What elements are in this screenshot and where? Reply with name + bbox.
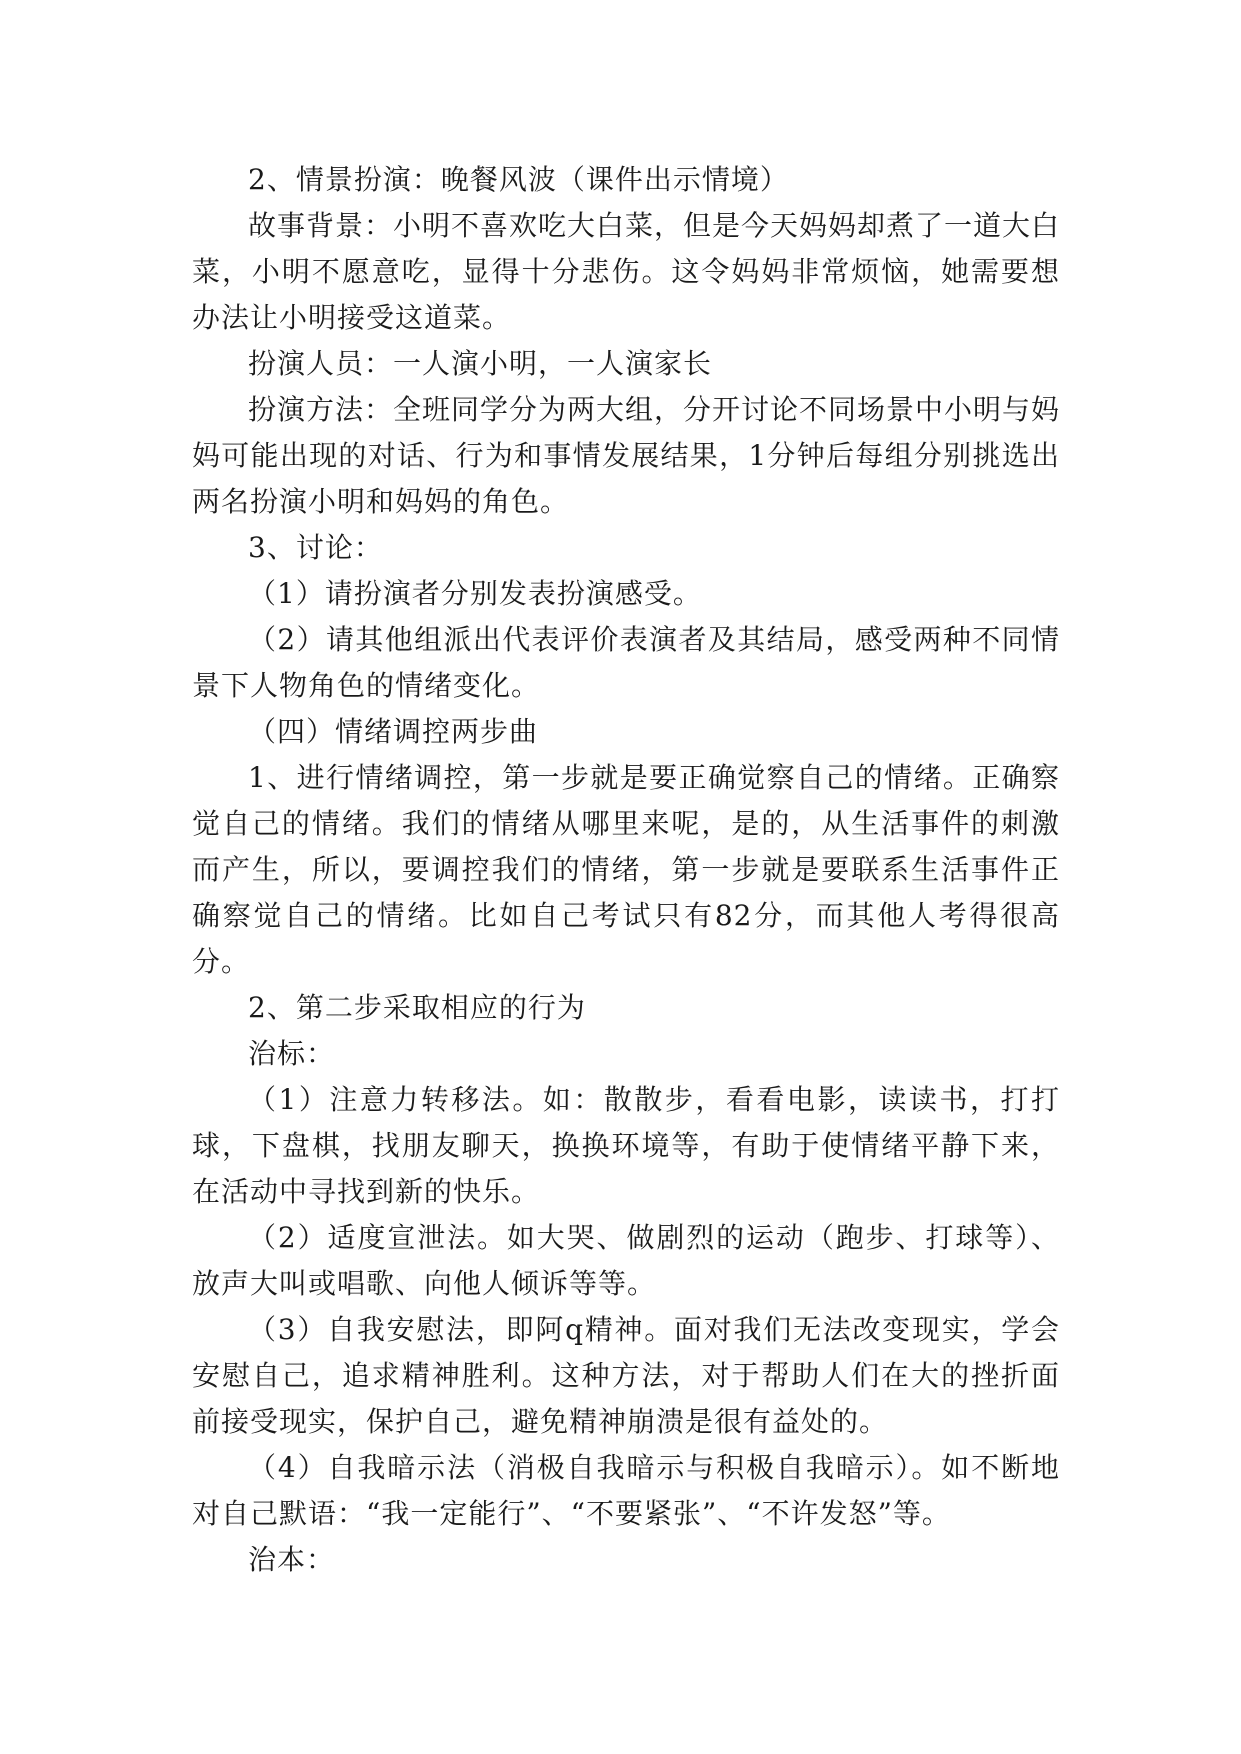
paragraph-symptom-treatment: 治标： (248, 1037, 336, 1070)
section-heading-emotion-control: （四）情绪调控两步曲 (248, 715, 539, 748)
paragraph-method-self-comfort: （3）自我安慰法，即阿q精神。面对我们无法改变现实，学会安慰自己，追求精神胜利。这种方法，对于帮助人们在大的挫折面前接受现实，保护自己，避免精神崩溃是很有益处的。 (192, 1313, 1060, 1438)
paragraph-root-treatment: 治本： (248, 1543, 336, 1576)
paragraph-cast: 扮演人员：一人演小明，一人演家长 (248, 347, 713, 380)
paragraph-discussion-2: （2）请其他组派出代表评价表演者及其结局，感受两种不同情景下人物角色的情绪变化。 (192, 623, 1060, 702)
paragraph-step-one: 1、进行情绪调控，第一步就是要正确觉察自己的情绪。正确察觉自己的情绪。我们的情绪从哪里来呢，是的，从生活事件的刺激而产生，所以，要调控我们的情绪，第一步就是要联系生活事件正确察觉自己的情绪。比如自己考试只有82分，而其他人考得很高分。 (192, 761, 1060, 978)
paragraph-discussion-1: （1）请扮演者分别发表扮演感受。 (248, 577, 702, 610)
paragraph-method: 扮演方法：全班同学分为两大组，分开讨论不同场景中小明与妈妈可能出现的对话、行为和事情发展结果，1分钟后每组分别挑选出两名扮演小明和妈妈的角色。 (192, 393, 1061, 518)
paragraph-method-self-suggestion: （4）自我暗示法（消极自我暗示与积极自我暗示）。如不断地对自己默语：“我一定能行”、“不要紧张”、“不许发怒”等。 (192, 1451, 1060, 1530)
paragraph-method-venting: （2）适度宣泄法。如大哭、做剧烈的运动（跑步、打球等）、放声大叫或唱歌、向他人倾诉等等。 (192, 1221, 1060, 1300)
paragraph-method-distraction: （1）注意力转移法。如：散散步，看看电影，读读书，打打球，下盘棋，找朋友聊天，换换环境等，有助于使情绪平静下来，在活动中寻找到新的快乐。 (192, 1083, 1060, 1208)
paragraph-role-play-title: 2、情景扮演：晚餐风波（课件出示情境） (248, 163, 789, 196)
paragraph-discussion-heading: 3、讨论： (248, 531, 383, 564)
paragraph-story-background: 故事背景：小明不喜欢吃大白菜，但是今天妈妈却煮了一道大白菜，小明不愿意吃，显得十分悲伤。这令妈妈非常烦恼，她需要想办法让小明接受这道菜。 (192, 209, 1061, 334)
paragraph-step-two: 2、第二步采取相应的行为 (248, 991, 586, 1024)
document-body (192, 157, 1060, 1583)
